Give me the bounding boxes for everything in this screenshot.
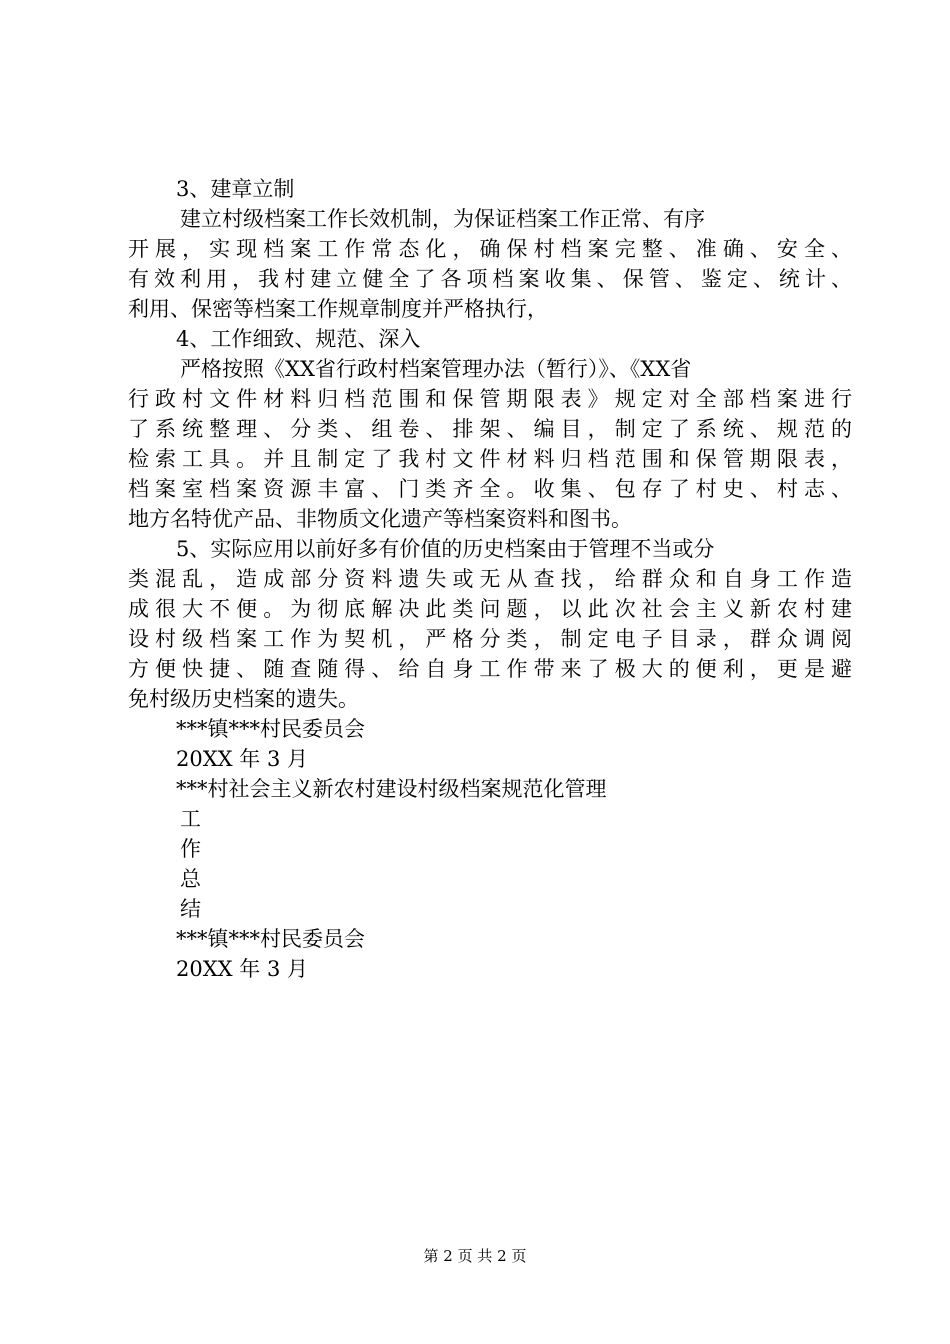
section-heading-5: 5、实际应用以前好多有价值的历史档案由于管理不当或分 bbox=[176, 537, 715, 561]
paragraph-line: 利用、保密等档案工作规章制度并严格执行， bbox=[128, 297, 548, 321]
page-number: 第 2 页 共 2 页 bbox=[423, 1247, 527, 1265]
paragraph-line: 成很大不便。为彻底解决此类问题，以此次社会主义新农村建 bbox=[128, 597, 852, 621]
paragraph-line: 方便快捷、随查随得、给自身工作带来了极大的便利，更是避 bbox=[128, 657, 852, 681]
paragraph-line: 地方名特优产品、非物质文化遗产等档案资料和图书。 bbox=[128, 507, 632, 531]
paragraph-line: 免村级历史档案的遗失。 bbox=[128, 687, 359, 711]
document-title: ***村社会主义新农村建设村级档案规范化管理 bbox=[176, 777, 607, 801]
paragraph-line: 严格按照《XX省行政村档案管理办法（暂行）》、《XX省 bbox=[180, 357, 692, 381]
signature-date: 20XX 年 3 月 bbox=[176, 747, 309, 771]
paragraph-line: 行政村文件材料归档范围和保管期限表》规定对全部档案进行 bbox=[128, 387, 852, 411]
section-heading-3: 3、建章立制 bbox=[176, 177, 295, 201]
paragraph-line: 了系统整理、分类、组卷、排架、编目，制定了系统、规范的 bbox=[128, 417, 852, 441]
signature-organization: ***镇***村民委员会 bbox=[176, 717, 365, 741]
paragraph-line: 设村级档案工作为契机，严格分类，制定电子目录，群众调阅 bbox=[128, 627, 852, 651]
page-footer bbox=[0, 1245, 950, 1266]
paragraph-line: 开展，实现档案工作常态化，确保村档案完整、准确、安全、 bbox=[128, 237, 852, 261]
paragraph-line: 类混乱，造成部分资料遗失或无从查找，给群众和自身工作造 bbox=[128, 567, 852, 591]
title-char: 作 bbox=[180, 837, 201, 861]
signature-organization: ***镇***村民委员会 bbox=[176, 927, 365, 951]
title-char: 结 bbox=[180, 897, 201, 921]
title-char: 总 bbox=[180, 867, 201, 891]
section-heading-4: 4、工作细致、规范、深入 bbox=[176, 327, 421, 351]
paragraph-line: 检索工具。并且制定了我村文件材料归档范围和保管期限表， bbox=[128, 447, 852, 471]
title-char: 工 bbox=[180, 807, 201, 831]
paragraph-line: 有效利用，我村建立健全了各项档案收集、保管、鉴定、统计、 bbox=[128, 267, 852, 291]
signature-date: 20XX 年 3 月 bbox=[176, 957, 309, 981]
paragraph-line: 建立村级档案工作长效机制，为保证档案工作正常、有序 bbox=[180, 207, 705, 231]
paragraph-line: 档案室档案资源丰富、门类齐全。收集、包存了村史、村志、 bbox=[128, 477, 852, 501]
document-body bbox=[128, 174, 852, 984]
